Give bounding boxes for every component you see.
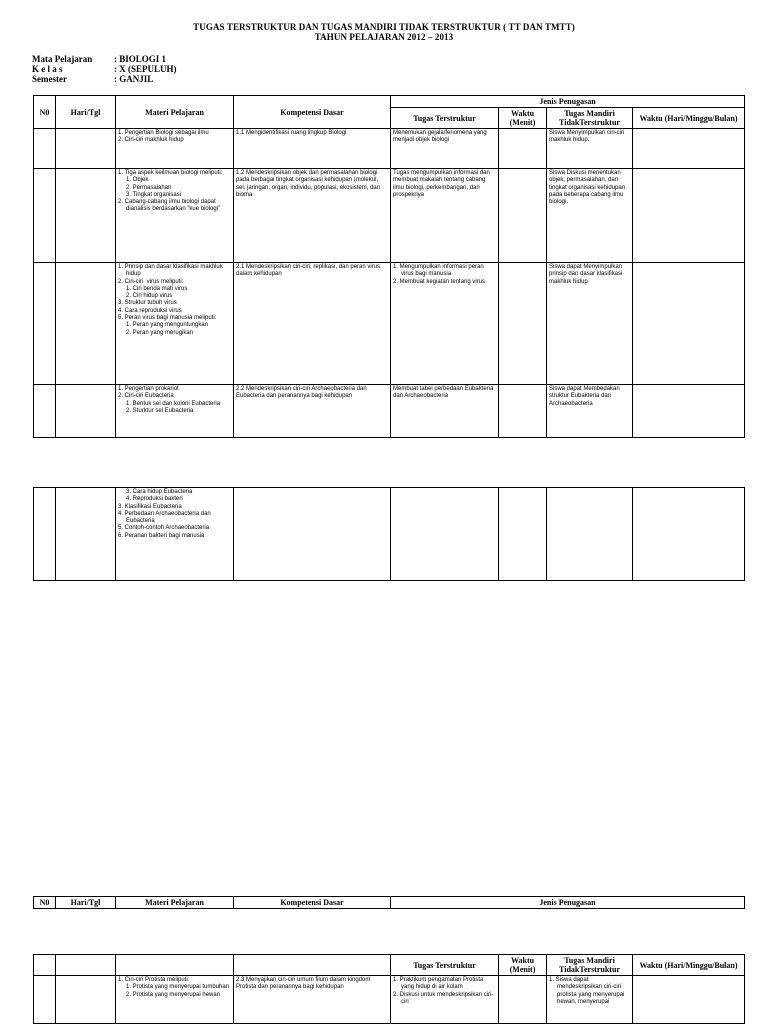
list-item: 4. Perbedaan Archaeobacteria dan Eubacteria: [118, 510, 213, 525]
table-row: [34, 263, 745, 385]
header-day: Hari/Tgl: [56, 96, 116, 129]
bottom-table: [33, 954, 745, 1024]
structured-task-cell: Membuat tabel perbedaan Eubakteria dan Archaeobacteria: [391, 385, 499, 438]
list-item: 2. Protista yang menyerupai hewan: [126, 991, 221, 998]
list-item: 2. Ciri-ciri virus meliputi:: [118, 278, 184, 285]
document-title: TUGAS TERSTRUKTUR DAN TUGAS MANDIRI TIDAK TERSTRUKTUR ( TT DAN TMTT): [193, 22, 575, 32]
competency-cell: 1.2 Mendeskripsikan objek dan permasalahan biologi pada berbagai tingkat organisasi kehidupan (molekul, sel, jaringan, organ, individu, populasi, ekosistem, dan bioma: [234, 169, 391, 263]
list-item: 2. Permasalahan: [126, 184, 172, 191]
independent-task-cell: Siswa dapat Menyimpulkan prinsip dan dasar klasifikasi makhluk hidup: [547, 263, 633, 385]
continuation-table: [33, 487, 745, 581]
structured-task-cell: [391, 263, 499, 385]
list-item: 1. Bentuk sel dan koloni Eubacteria: [126, 400, 221, 407]
competency-cell: 2.2 Mendeskripsikan ciri-ciri Archaeobacteria dan Eubacteria dan peranannya bagi kehidupan: [234, 385, 391, 438]
header-material: Materi Pelajaran: [116, 897, 234, 909]
list-item: 1. Pengertian Biologi sebagai ilmu: [118, 130, 209, 136]
list-item: 3. Cara hidup Eubacteria: [126, 489, 193, 495]
header-time-period: Waktu (Hari/Minggu/Bulan): [633, 108, 745, 129]
material-cell: [116, 129, 234, 169]
list-item: 3. Struktur tubuh virus: [118, 300, 177, 307]
material-cell: [116, 169, 234, 263]
list-item: 1. Peran yang menguntungkan: [126, 322, 209, 329]
material-cell: [116, 385, 234, 438]
structured-task-cell: Menemukan gejala/fenomena yang menjadi objek biologi: [391, 129, 499, 169]
assignment-table: [33, 95, 745, 438]
header-time-minutes: Waktu (Menit): [499, 108, 547, 129]
list-item: 1. Objek: [126, 177, 149, 184]
header-competency: Kompetensi Dasar: [234, 96, 391, 129]
list-item: 2. Cabang-cabang ilmu biologi dapat dianalisis berdasarkan “kue biologi”: [118, 199, 221, 213]
list-item: 1. Ciri benda mati virus: [126, 285, 188, 292]
list-item: 6. Peranan bakteri bagi manusia: [118, 532, 205, 539]
list-item: 2. Diskusi untuk mendeskripsikan ciri-ciri: [393, 991, 494, 1005]
material-cell: [116, 488, 234, 581]
competency-cell: 2.3 Menyajikan ciri-ciri umum filum dalam kingdom Protista dan peranannya bagi kehidupan: [234, 976, 391, 1024]
list-item: 3. Tingkat organisasi: [126, 191, 182, 198]
header-competency: Kompetensi Dasar: [234, 897, 391, 909]
header-no: N0: [34, 897, 56, 909]
list-item: 3. Klasifikasi Eubacteria: [118, 503, 182, 510]
list-item: 1. Mengumpulkan informasi peran virus bagi manusia: [393, 264, 486, 278]
header-time-minutes: Waktu (Menit): [499, 955, 547, 976]
list-item: 2. Peran yang merugikan: [126, 329, 194, 336]
list-item: 1. Ciri-ciri Protista meliputi:: [118, 977, 190, 983]
header-day: Hari/Tgl: [56, 897, 116, 909]
document-subtitle: TAHUN PELAJARAN 2012 – 2013: [314, 32, 454, 42]
material-cell: [116, 263, 234, 385]
independent-task-cell: Siswa Menyimpulkan ciri-ciri makhluk hidup.: [547, 129, 633, 169]
list-item: 2. Membuat kegiatan tentang virus: [393, 278, 486, 285]
competency-cell: 2.1 Mendeskripsikan ciri-ciri, replikasi, dan peran virus dalam kehidupan: [234, 263, 391, 385]
list-item: 1. Siswa dapat mendeskripsikan ciri-ciri protista yang menyerupai hewan, menyerupai: [549, 977, 627, 1005]
list-item: 1. Prinsip dan dasar klasifikasi makhluk hidup: [118, 264, 225, 278]
independent-task-cell: Siswa dapat Membedakan struktur Eubakteria dan Archaeobacteria: [547, 385, 633, 438]
field-subject: Mata Pelajaran : BIOLOGI 1: [32, 54, 167, 64]
competency-cell: 1.1 Mengidentifikasi ruang lingkup Biologi: [234, 129, 391, 169]
list-item: 4. Cara reproduksi virus: [118, 307, 182, 314]
list-item: 1. Pengertian prokariot: [118, 386, 179, 392]
list-item: 2. Ciri-ciri makhluk hidup: [118, 137, 184, 144]
header-independent-task: Tugas Mandiri TidakTerstruktur: [547, 108, 633, 129]
material-cell: [116, 976, 234, 1024]
independent-task-cell: Siswa Diskusi menentukan objek, permasalahan, dan tingkat organisasi kehidupan pada beberapa cabang ilmu biologi.: [547, 169, 633, 263]
header-assignment-type: Jenis Penugasan: [391, 897, 745, 909]
table-row: [34, 976, 745, 1024]
list-item: 1. Tiga aspek keilmuan biologi meliputi:: [118, 170, 223, 176]
header-material: Materi Pelajaran: [116, 96, 234, 129]
field-class: K e l a s : X (SEPULUH): [32, 64, 177, 74]
header-no: N0: [34, 96, 56, 129]
structured-task-cell: [391, 976, 499, 1024]
table-row: [34, 169, 745, 263]
header-structured-task: Tugas Terstruktur: [391, 108, 499, 129]
list-item: 2. Sturktur sel Eubacteria: [126, 407, 194, 414]
header-independent-task: Tugas Mandiri TidakTerstruktur: [547, 955, 633, 976]
subject-info: [32, 54, 177, 84]
table-row: [34, 488, 745, 581]
table-row: [34, 385, 745, 438]
field-semester: Semester : GANJIL: [32, 74, 154, 84]
list-item: 5. Contoh-contoh Archaeobacteria: [118, 525, 210, 532]
header-structured-task: Tugas Terstruktur: [391, 955, 499, 976]
list-item: 1. Praktikum pengamatan Protista yang hidup di air kolam: [393, 977, 486, 991]
list-item: 2. Ciri hidup virus: [126, 293, 173, 300]
list-item: 1. Protista yang menyerupai tumbuhan: [126, 984, 230, 991]
list-item: 2. Ciri-ciri Eubacteria: [118, 393, 174, 400]
list-item: 4. Reproduksi bakteri: [126, 496, 183, 503]
header-time-period: Waktu (Hari/Minggu/Bulan): [633, 955, 745, 976]
structured-task-cell: Tugas mengumpulkan informasi dan membuat makalah tentang cabang ilmu biologi, perkembangan, dan prospeknya: [391, 169, 499, 263]
header-strip: [33, 896, 745, 909]
header-assignment-type: Jenis Penugasan: [391, 96, 745, 108]
independent-task-cell: [547, 976, 633, 1024]
list-item: 5. Peran virus bagi manusia meliputi:: [118, 315, 217, 322]
table-row: [34, 129, 745, 169]
